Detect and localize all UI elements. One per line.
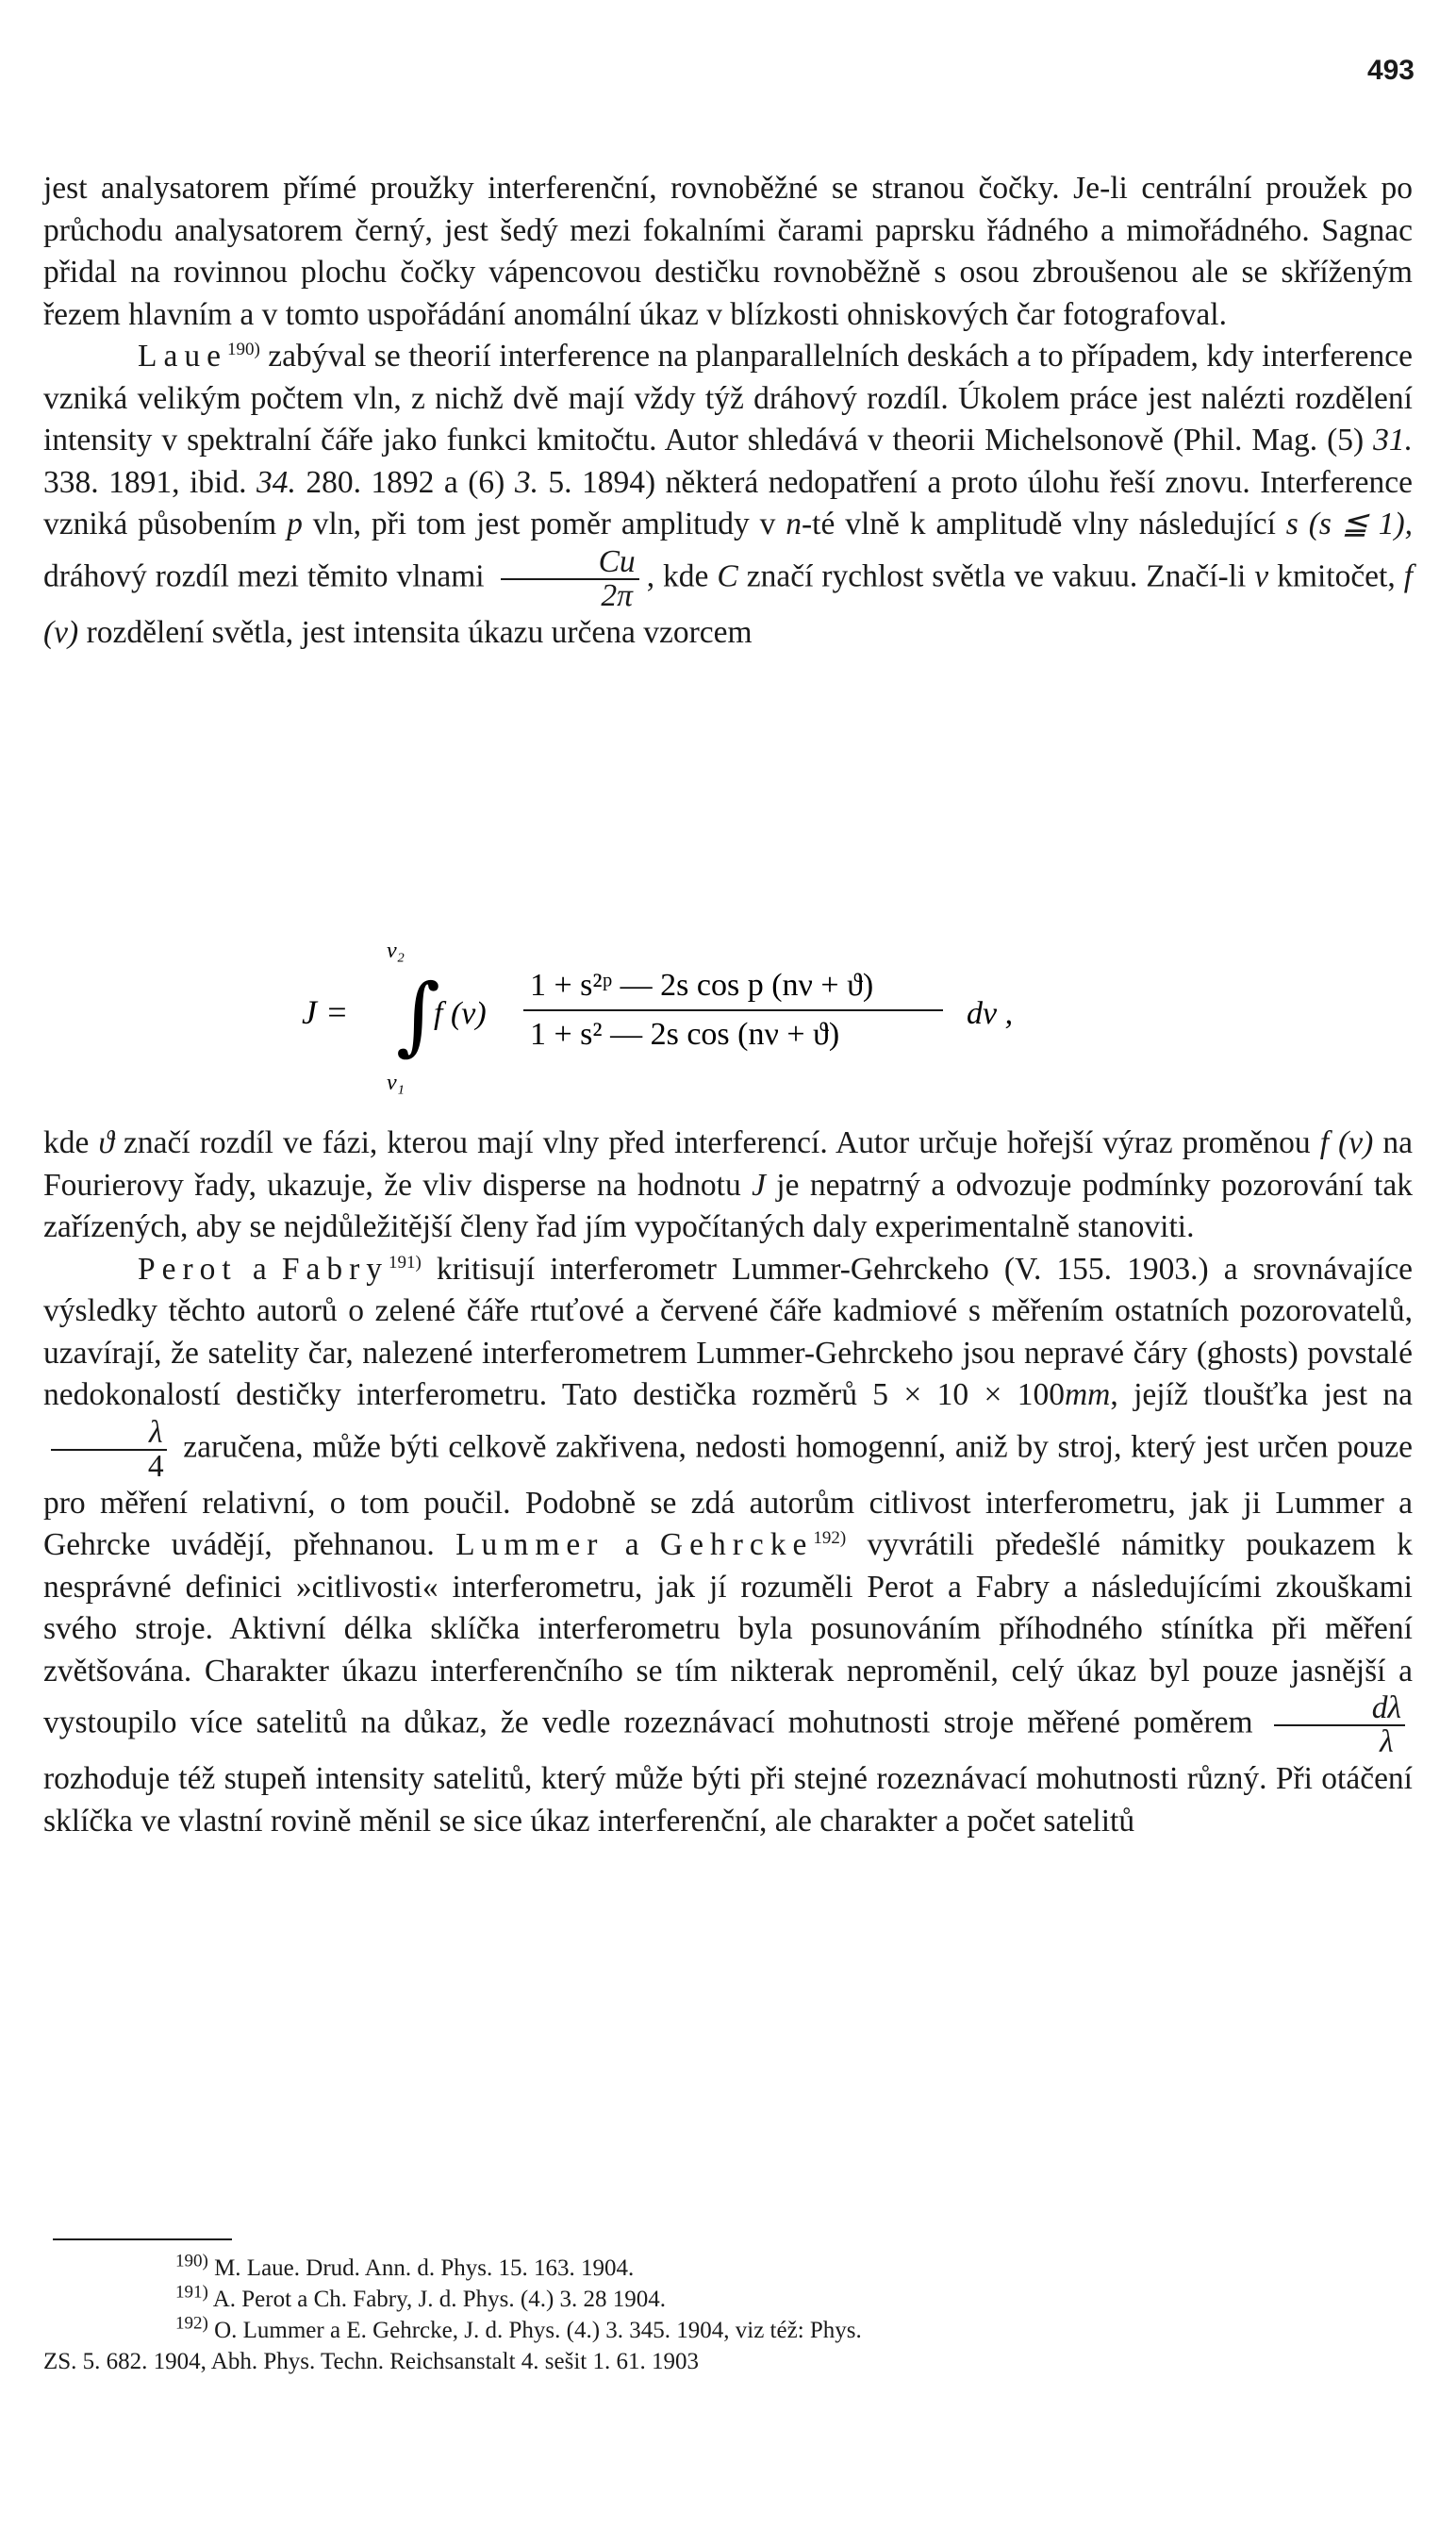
- footnote-text: O. Lummer a E. Gehrcke, J. d. Phys. (4.) 3. 345. 1904, viz též: Phys.: [214, 2318, 862, 2343]
- page-number: 493: [1366, 55, 1415, 86]
- text-run: zaručena, může býti celkově zakřivena, nedosti homogenní, aniž by stroj, který jest určen pouze pro měření relativní, o tom poučil. Podobně se zdá autorům citlivost interferometru, jak ji Lummer a Gehrcke uvádějí, přehnanou.: [43, 1429, 1414, 1562]
- integral-sign: ∫: [396, 966, 440, 1065]
- paragraph-formula-explanation: [43, 1123, 1413, 1249]
- fraction-dlambda-lambda: [1274, 1692, 1405, 1758]
- math-variable: f (ν): [1319, 1125, 1374, 1160]
- fraction-denominator: λ: [1380, 1724, 1394, 1759]
- differential-dnu: dν ,: [967, 996, 1014, 1031]
- text-run: 338. 1891, ibid.: [43, 464, 247, 500]
- author-fabry: Fabry: [281, 1251, 389, 1287]
- fraction-numerator: λ: [51, 1417, 167, 1451]
- lower-limit: ν₁: [387, 1071, 405, 1095]
- math-variable: s (s ≦ 1),: [1285, 507, 1414, 541]
- fraction-numerator: 1 + s²ᵖ — 2s cos p (nν + ϑ): [530, 968, 874, 1003]
- upper-limit: ν₂: [387, 939, 405, 963]
- text-run: kritisují interferometr Lummer-Gehrckeho (V. 155. 1903.) a srovnávajíce výsledky těchto autorů o zelené čáře rtuťové a červené čáře kadmiové s měřením ostatních pozorovatelů, uzavírají, že satelity čar, nalezené interferometrem Lummer-Gehrckeho jsou nepravé čáry (ghosts) povstalé nedokonalostí destičky interferometru. Tato destička rozměrů 5 × 10 × 100: [43, 1251, 1414, 1412]
- text-run: rozhoduje též stupeň intensity satelitů, který může býti při stejné rozeznávací mohutnosti různý. Při otáčení sklíčka ve vlastní rovině měnil se sice úkaz interferenční, ale charakter a počet satelitů: [43, 1761, 1413, 1839]
- text-run: dráhový rozdíl mezi těmito vlnami: [43, 558, 485, 594]
- math-variable: J: [752, 1167, 766, 1203]
- text-run: , kde: [646, 558, 709, 594]
- footnote-192: [43, 2315, 1413, 2346]
- footnote-divider: [53, 2238, 232, 2240]
- author-perot: Perot: [138, 1251, 238, 1287]
- volume-number: 3.: [514, 464, 538, 500]
- volume-number: 34.: [256, 464, 296, 500]
- text-run: je nepatrný a odvozuje podmínky pozorování tak zařízených, aby se nejdůležitější členy řad jím vypočítaných daly experimentalně stanoviti.: [43, 1167, 1413, 1244]
- footnote-ref-190: 190): [226, 339, 260, 359]
- footnotes: [43, 2253, 1413, 2377]
- fraction-denominator: 1 + s² — 2s cos (nν + ϑ): [530, 1017, 840, 1052]
- text-run: 5. 1894) některá nedopatření a proto úlohu řeší znovu. Interference vzniká působením: [43, 464, 1414, 541]
- fraction-numerator: dλ: [1274, 1692, 1405, 1726]
- text-run: -té vlně k amplitudě vlny následující: [802, 507, 1276, 541]
- text-run: a: [252, 1251, 267, 1287]
- footnote-191: [43, 2284, 1413, 2315]
- text-run: zabýval se theorií interference na planparallelních deskách a to případem, kdy interference vzniká velikým počtem vln, z nichž dvě mají vždy týž dráhový rozdíl. Úkolem práce jest nalézti rozdělení intensity v spektralní čáře jako funkci kmitočtu. Autor shledává v theorii Michelsonově (Phil. Mag. (5): [43, 339, 1414, 458]
- text-run: kde: [43, 1125, 90, 1160]
- paragraph-laue: [43, 336, 1413, 654]
- author-laue: Laue: [138, 339, 227, 374]
- math-variable: f (ν): [43, 558, 1414, 650]
- footnote-ref-192: 192): [813, 1527, 847, 1548]
- text-run: , jejíž tloušťka jest na: [1110, 1377, 1413, 1412]
- author-gehrcke: Gehrcke: [659, 1527, 814, 1562]
- text-block-lower: [43, 1123, 1413, 1842]
- formula-lhs: J =: [302, 993, 349, 1031]
- math-variable: p: [287, 507, 303, 541]
- paragraph-perot-fabry: [43, 1249, 1413, 1843]
- text-run: kmitočet,: [1277, 558, 1396, 594]
- text-run: vyvrátili předešlé námitky poukazem k nesprávné definici »citlivosti« interferometru, jak jí rozuměli Perot a Fabry a následujícími zkouškami svého stroje. Aktivní délka sklíčka interferometru byla posunováním příhodného stínítka při měření zvětšována. Charakter úkazu interferenčního se tím nikterak neproměnil, celý úkaz byl pouze jasnější a vystoupilo více satelitů na důkaz, že vedle rozeznávací mohutnosti stroje měřené poměrem: [43, 1527, 1414, 1740]
- text-block-upper: [43, 168, 1413, 654]
- text-run: značí rozdíl ve fázi, kterou mají vlny před interferencí. Autor určuje hořejší výraz proměnou: [124, 1125, 1311, 1160]
- author-lummer: Lummer: [455, 1527, 604, 1562]
- footnote-190: [43, 2253, 1413, 2284]
- text-run: a: [624, 1527, 639, 1562]
- text-run: značí rychlost světla ve vakuu. Značí-li: [746, 558, 1247, 594]
- fraction-denominator: 2π: [601, 577, 633, 613]
- text-run: na Fourierovy řady, ukazuje, že vliv disperse na hodnotu: [43, 1125, 1413, 1203]
- text-run: rozdělení světla, jest intensita úkazu určena vzorcem: [86, 614, 753, 650]
- intensity-integral-formula: [283, 929, 1226, 1099]
- footnote-text: M. Laue. Drud. Ann. d. Phys. 15. 163. 1904.: [214, 2255, 635, 2281]
- footnote-text: A. Perot a Ch. Fabry, J. d. Phys. (4.) 3. 28 1904.: [212, 2287, 667, 2312]
- footnote-mark: 191): [175, 2282, 208, 2303]
- math-variable: ϑ: [98, 1125, 114, 1160]
- unit-mm: mm: [1064, 1377, 1111, 1412]
- fraction-denominator: 4: [147, 1448, 164, 1484]
- math-variable: C: [717, 558, 738, 594]
- text-run: vln, při tom jest poměr amplitudy v: [312, 507, 776, 541]
- footnote-192-continued: [43, 2346, 1413, 2377]
- footnote-text: ZS. 5. 682. 1904, Abh. Phys. Techn. Reichsanstalt 4. sešit 1. 61. 1903: [43, 2349, 699, 2374]
- fraction-numerator: Cu: [501, 546, 639, 580]
- fraction-lambda-4: [51, 1414, 167, 1484]
- footnote-ref-191: 191): [388, 1252, 422, 1273]
- footnote-mark: 192): [175, 2313, 208, 2334]
- math-variable: ν: [1254, 558, 1269, 594]
- math-variable: n: [786, 507, 802, 541]
- text-run: 280. 1892 a (6): [306, 464, 505, 500]
- paragraph-sagnac: jest analysatorem přímé proužky interferenční, rovnoběžné se stranou čočky. Je-li centrální proužek po průchodu analysatorem černý, jest šedý mezi fokalními čarami paprsku řádného a mimořádného. Sagnac přidal na rovinnou plochu čočky vápencovou destičku rovnoběžně s osou zbroušenou ale se skříženým řezem hlavním a v tomto uspořádání anomální úkaz v blízkosti ohniskových čar fotografoval.: [43, 171, 1413, 332]
- footnote-mark: 190): [175, 2251, 208, 2271]
- volume-number: 31.: [1373, 423, 1413, 458]
- integrand-f: f (ν): [434, 996, 487, 1031]
- fraction-cu-2pi: [501, 543, 639, 613]
